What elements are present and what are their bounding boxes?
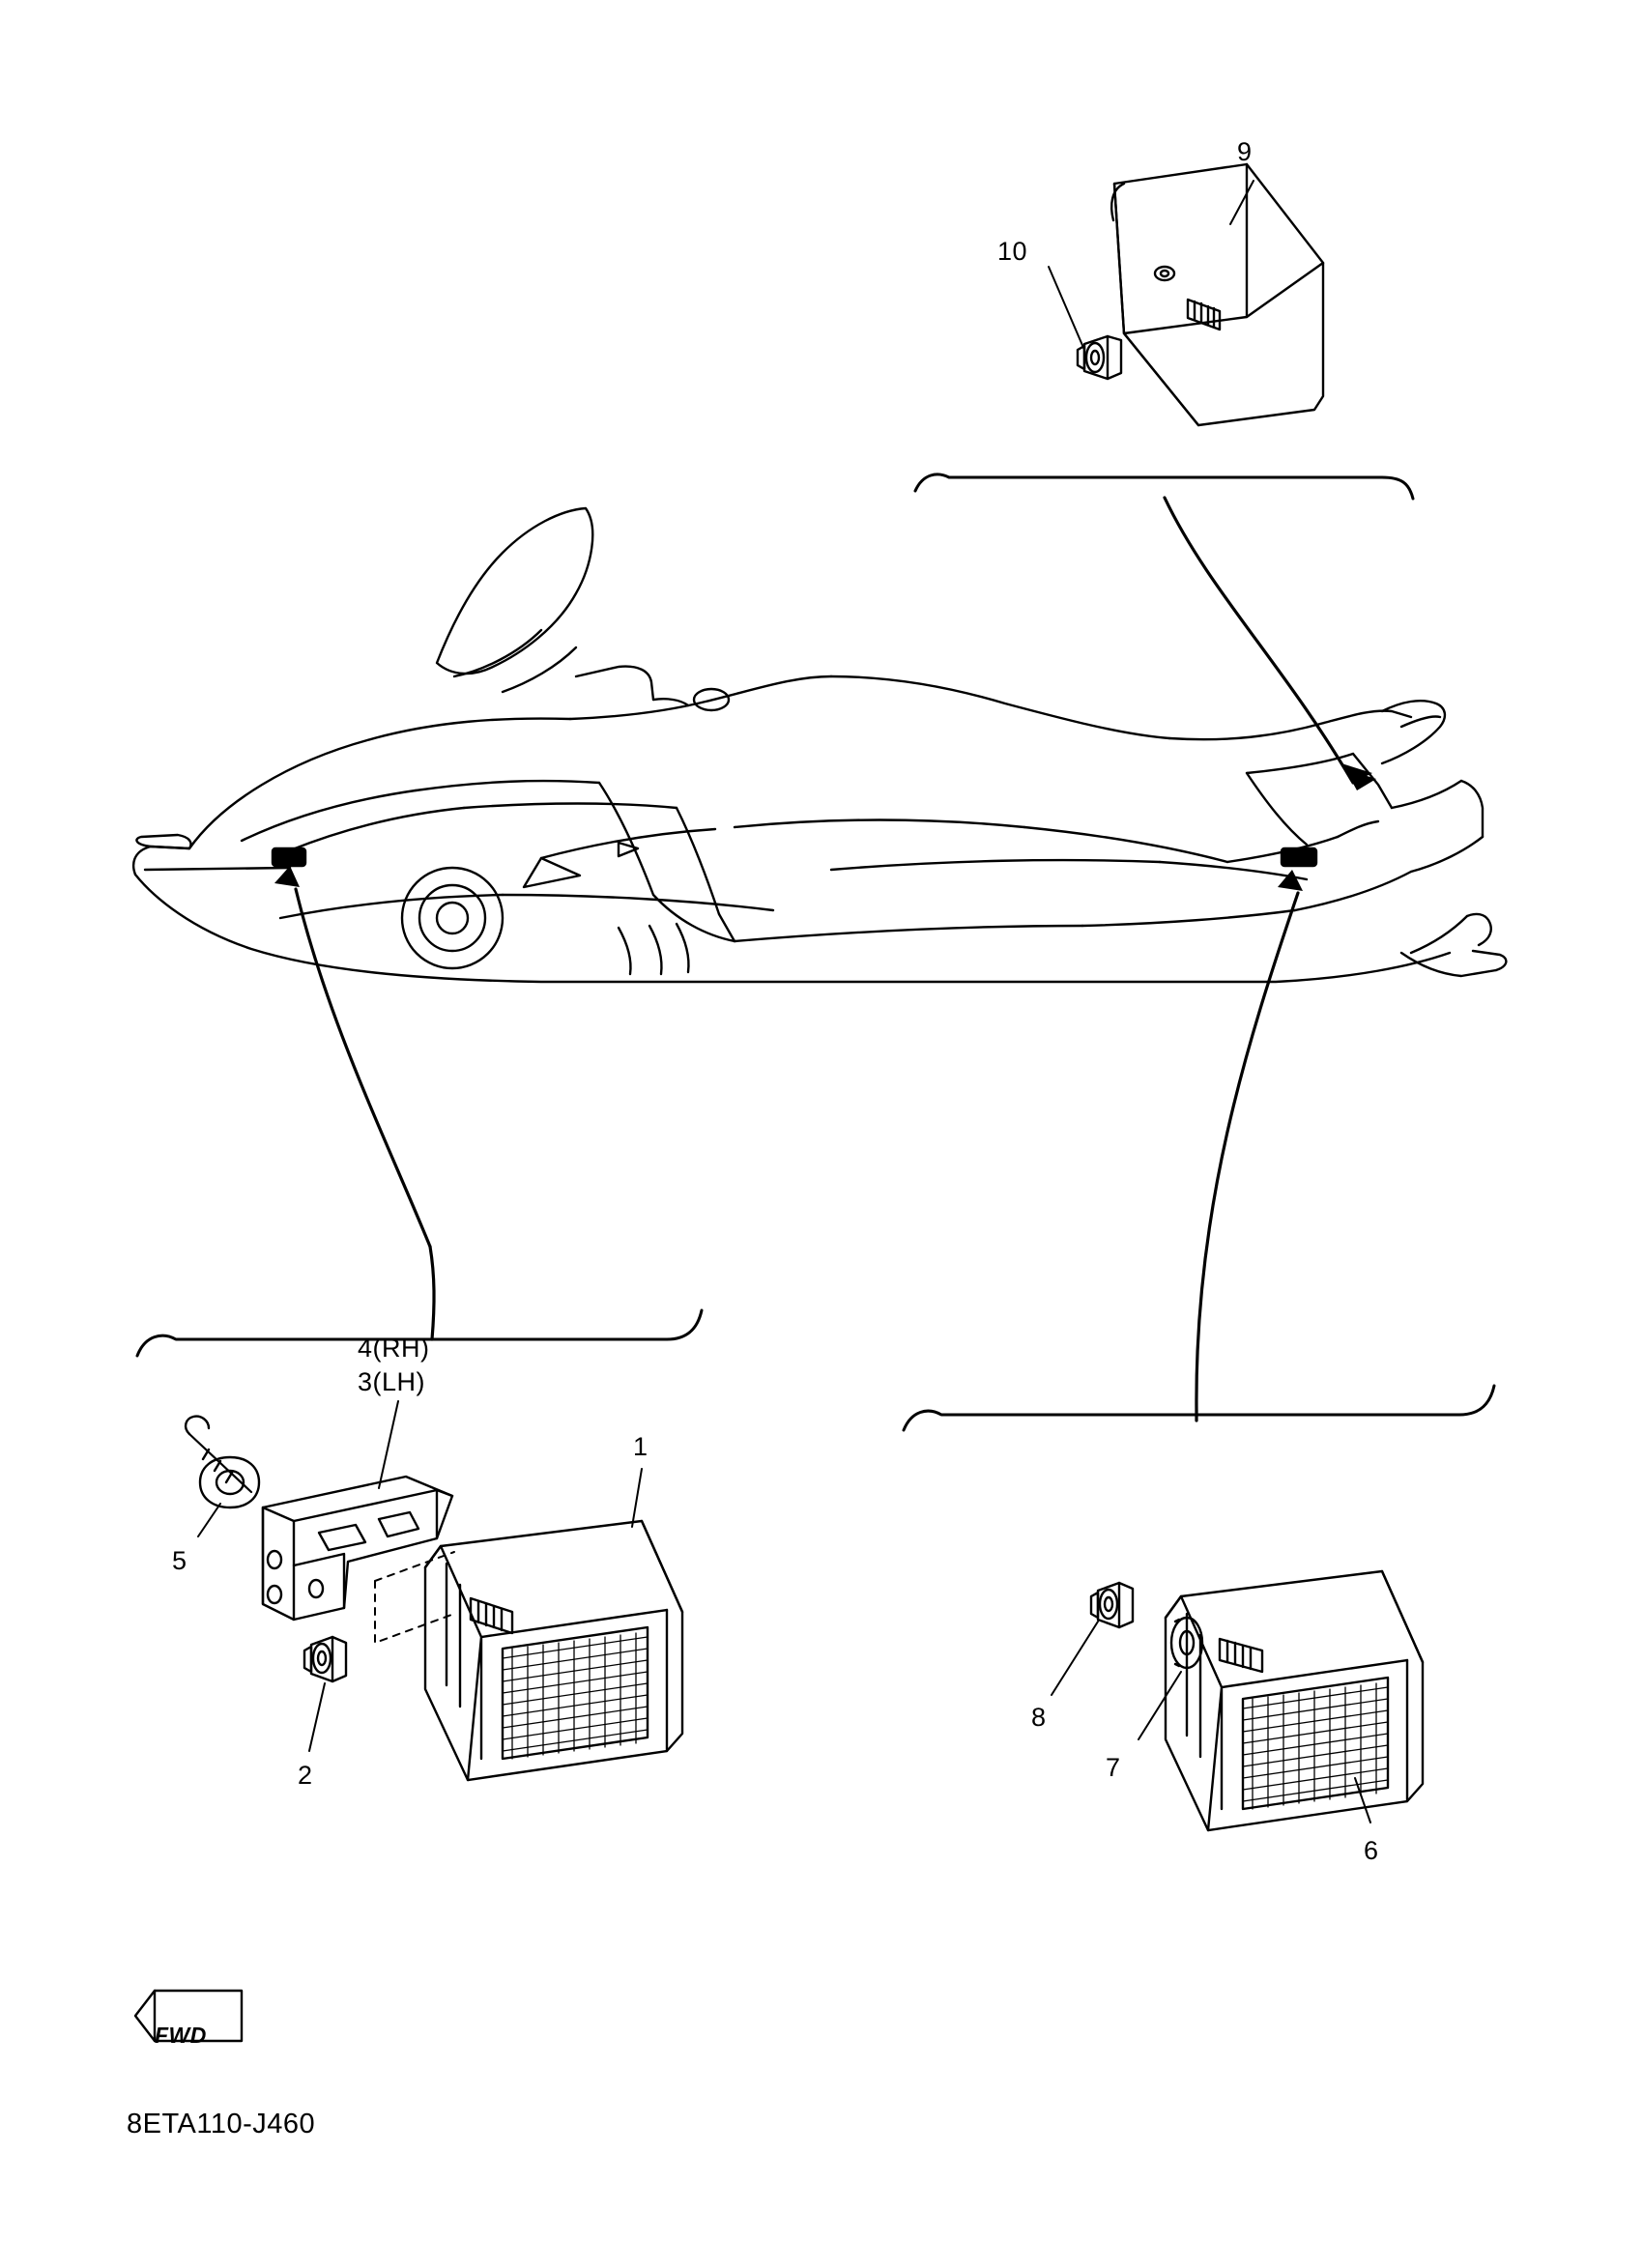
callout-7: 7 <box>1106 1753 1121 1782</box>
reflector-plate-9 <box>1111 164 1323 425</box>
stud-bolt-6 <box>1220 1639 1262 1672</box>
callout-1: 1 <box>633 1432 649 1461</box>
reflector-bracket-3-4 <box>263 1477 452 1620</box>
watercraft-illustration <box>133 508 1506 982</box>
fwd-label: FWD <box>155 2023 207 2048</box>
screw-5 <box>186 1417 259 1507</box>
callout-2: 2 <box>298 1761 313 1790</box>
callout-3lh: 3(LH) <box>358 1367 426 1396</box>
callout-4rh: 4(RH) <box>358 1334 430 1363</box>
callout-8: 8 <box>1031 1703 1047 1732</box>
flange-nut-10 <box>1078 336 1121 379</box>
callout-5: 5 <box>172 1546 187 1575</box>
callout-10: 10 <box>997 237 1028 266</box>
callout-6: 6 <box>1364 1836 1379 1865</box>
flange-nut-8 <box>1091 1583 1133 1627</box>
part-code-label: 8ETA110-J460 <box>127 2109 316 2139</box>
callout-9: 9 <box>1237 137 1253 166</box>
flange-nut-2 <box>304 1637 346 1681</box>
